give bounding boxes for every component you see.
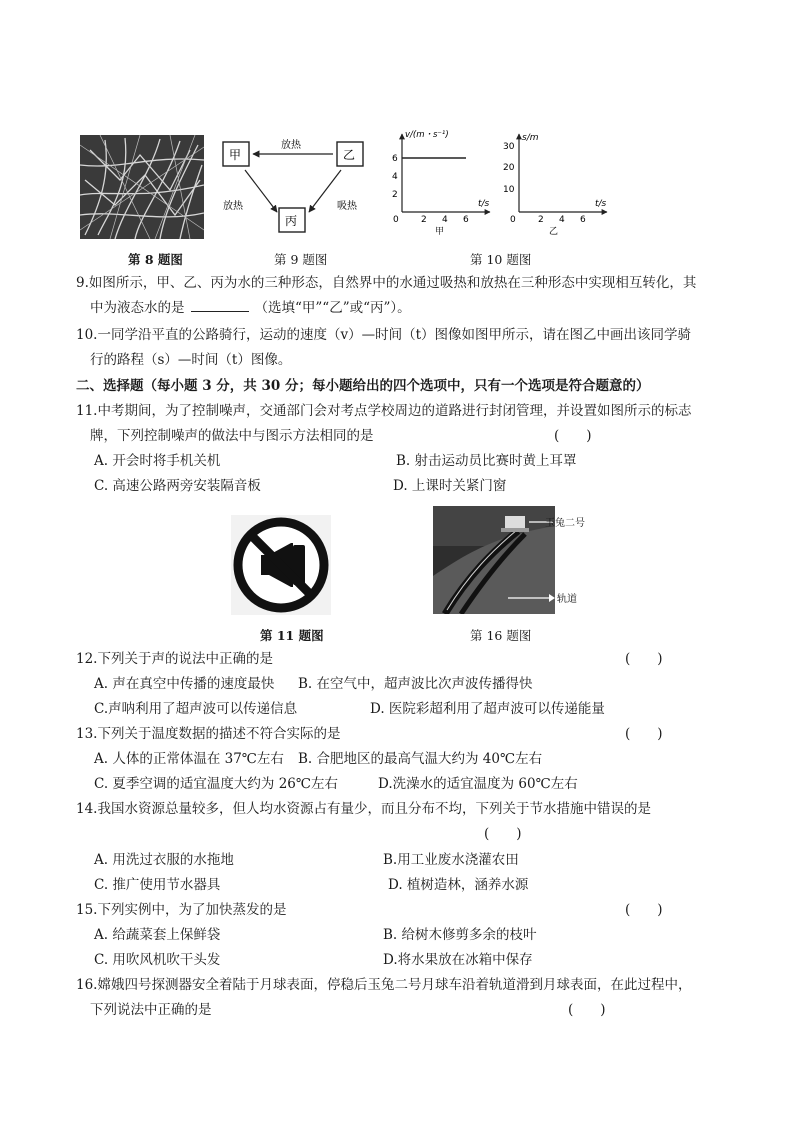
q14-option-a: A. 用洗过衣服的水拖地 xyxy=(94,852,234,868)
fig10-left-ytick: 2 xyxy=(392,190,398,200)
fig10-right-name: 乙 xyxy=(549,227,559,237)
fig10-left-name: 甲 xyxy=(435,227,445,237)
section-heading: 二、选择题（每小题 3 分，共 30 分；每小题给出的四个选项中，只有一个选项是符合题意的） xyxy=(76,378,650,394)
fig9-node-b: 乙 xyxy=(343,148,356,162)
fig10-st-graph xyxy=(497,128,612,238)
q14-stem: 14.我国水资源总量较多，但人均水资源占有量少，而且分布不均，下列关于节水措施中错误的是 xyxy=(76,801,651,817)
q11-option-a: A. 开会时将手机关机 xyxy=(94,453,221,469)
q11-line2: 牌，下列控制噪声的做法中与图示方法相同的是 xyxy=(90,428,374,444)
q12-option-c: C.声呐利用了超声波可以传递信息 xyxy=(94,701,298,717)
fig10-left-ylabel: v/(m・s⁻¹) xyxy=(405,130,449,140)
q9-line2b: （选填“甲”“乙”或“丙”）。 xyxy=(254,300,411,316)
fig10-vt-graph xyxy=(388,128,493,238)
q13-stem: 13.下列关于温度数据的描述不符合实际的是 xyxy=(76,726,341,742)
fig8-caption: 第 8 题图 xyxy=(128,252,183,267)
q14-option-d: D. 植树造林，涵养水源 xyxy=(388,877,529,893)
fig10-right-xtick: 6 xyxy=(580,215,586,225)
fig10-left-ytick: 6 xyxy=(392,154,398,164)
fig10-left-ytick: 4 xyxy=(392,172,398,182)
fig10-right-xlabel: t/s xyxy=(595,199,607,209)
fig10-caption: 第 10 题图 xyxy=(470,252,532,267)
fig10-right-ylabel: s/m xyxy=(522,133,539,143)
q14-option-b: B.用工业废水浇灌农田 xyxy=(383,852,519,868)
fig16-label-track: 轨道 xyxy=(557,594,577,605)
fig10-right-xtick: 2 xyxy=(538,215,544,225)
fig10-right-ytick: 30 xyxy=(503,142,515,152)
fig16-rover-photo xyxy=(433,506,585,614)
q12-paren: ( ) xyxy=(625,651,663,667)
fig10-left-xtick: 6 xyxy=(463,215,469,225)
fig9-caption: 第 9 题图 xyxy=(274,252,328,267)
q15-option-d: D.将水果放在冰箱中保存 xyxy=(383,952,533,968)
q15-stem: 15.下列实例中，为了加快蒸发的是 xyxy=(76,902,287,918)
q13-option-a: A. 人体的正常体温在 37℃左右 xyxy=(94,751,284,767)
q11-option-c: C. 高速公路两旁安装隔音板 xyxy=(94,478,261,494)
q13-paren: ( ) xyxy=(625,726,663,742)
fig10-left-xtick: 2 xyxy=(421,215,427,225)
q15-paren: ( ) xyxy=(625,902,663,918)
fig9-arrow-left: 放热 xyxy=(223,201,243,212)
q13-option-d: D.洗澡水的适宜温度为 60℃左右 xyxy=(378,776,578,792)
fig10-right-xtick: 4 xyxy=(559,215,565,225)
q10-line1: 10.一同学沿平直的公路骑行，运动的速度（v）—时间（t）图像如图甲所示，请在图乙中画出该同学骑 xyxy=(76,327,692,343)
fig9-node-a: 甲 xyxy=(229,148,242,162)
q11-option-b: B. 射击运动员比赛时黄上耳罩 xyxy=(396,453,577,469)
fig10-right-ytick: 10 xyxy=(503,185,515,195)
fig10-left-xtick: 4 xyxy=(442,215,448,225)
q10-line2: 行的路程（s）—时间（t）图像。 xyxy=(90,352,292,368)
fig10-right-ytick: 20 xyxy=(503,163,515,173)
fig10-left-xlabel: t/s xyxy=(478,199,490,209)
fig8-photo xyxy=(80,135,204,239)
fig16-label-rover: 玉兔二号 xyxy=(545,518,585,529)
fig9-node-c: 丙 xyxy=(285,214,298,228)
q11-option-d: D. 上课时关紧门窗 xyxy=(393,478,507,494)
q9-line2 xyxy=(90,299,411,317)
q12-option-b: B. 在空气中，超声波比次声波传播得快 xyxy=(298,676,533,692)
q11-line1: 11.中考期间，为了控制噪声，交通部门会对考点学校周边的道路进行封闭管理，并设置如图所示的标志 xyxy=(76,403,692,419)
q16-line2: 下列说法中正确的是 xyxy=(90,1002,212,1018)
fig9-arrow-top: 放热 xyxy=(281,140,301,151)
q16-paren: ( ) xyxy=(568,1002,606,1018)
answer-blank xyxy=(191,299,249,312)
fig9-arrow-right: 吸热 xyxy=(337,201,357,212)
q9-line2a: 中为液态水的是 xyxy=(90,300,185,316)
fig16-caption: 第 16 题图 xyxy=(470,628,532,643)
q13-option-b: B. 合肥地区的最高气温大约为 40℃左右 xyxy=(298,751,543,767)
fig11-no-horn-sign xyxy=(231,515,331,615)
q15-option-a: A. 给蔬菜套上保鲜袋 xyxy=(94,927,221,943)
q14-paren: ( ) xyxy=(484,826,522,842)
q12-stem: 12.下列关于声的说法中正确的是 xyxy=(76,651,273,667)
q11-paren: ( ) xyxy=(554,428,592,444)
q13-option-c: C. 夏季空调的适宜温度大约为 26℃左右 xyxy=(94,776,339,792)
q9-line1: 9.如图所示，甲、乙、丙为水的三种形态，自然界中的水通过吸热和放热在三种形态中实现相互转化，其 xyxy=(76,275,697,291)
q14-option-c: C. 推广使用节水器具 xyxy=(94,877,221,893)
q12-option-a: A. 声在真空中传播的速度最快 xyxy=(94,676,275,692)
fig10-left-xtick: 0 xyxy=(393,215,399,225)
q15-option-c: C. 用吹风机吹干头发 xyxy=(94,952,221,968)
q12-option-d: D. 医院彩超利用了超声波可以传递能量 xyxy=(370,701,605,717)
q16-line1: 16.嫦娥四号探测器安全着陆于月球表面，停稳后玉兔二号月球车沿着轨道滑到月球表面，在此过程中， xyxy=(76,977,692,993)
fig9-diagram xyxy=(215,134,370,244)
fig10-right-xtick: 0 xyxy=(510,215,516,225)
q15-option-b: B. 给树木修剪多余的枝叶 xyxy=(383,927,537,943)
fig11-caption: 第 11 题图 xyxy=(260,628,324,643)
